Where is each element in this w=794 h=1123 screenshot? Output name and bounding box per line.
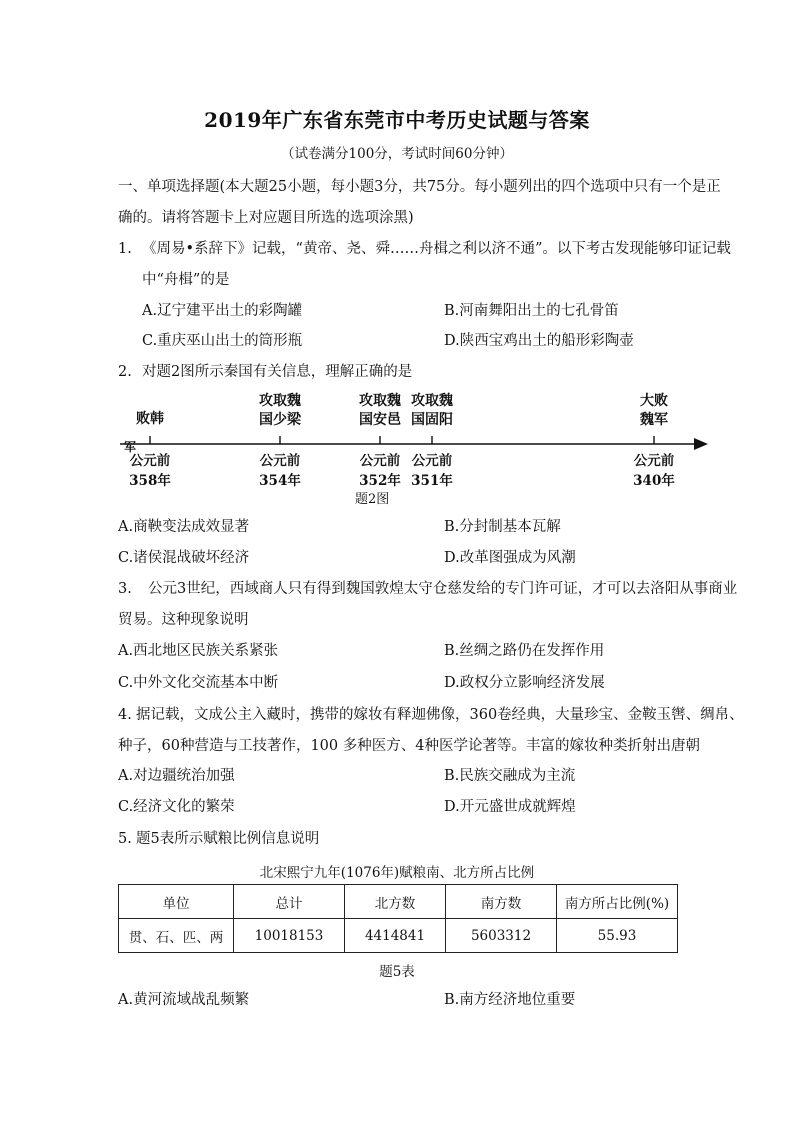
section-heading-line2: 确的。请将答题卡上对应题目所选的选项涂黑) bbox=[118, 210, 414, 226]
timeline-event-label: 国固阳 bbox=[411, 412, 453, 428]
table-header-cell: 北方数 bbox=[345, 885, 446, 919]
q5-number: 5. bbox=[118, 831, 132, 847]
timeline-event-label: 攻取魏 bbox=[359, 393, 401, 409]
q4-number: 4. bbox=[118, 707, 132, 723]
timeline-date-label: 公元前 bbox=[411, 453, 453, 469]
table-header-cell: 南方所占比例(%) bbox=[557, 885, 678, 919]
q3-option-a: A.西北地区民族关系紧张 bbox=[118, 643, 279, 659]
q1-option-b: B.河南舞阳出土的七孔骨笛 bbox=[444, 303, 619, 319]
q3-option-d: D.政权分立影响经济发展 bbox=[444, 675, 605, 691]
q4-option-c: C.经济文化的繁荣 bbox=[118, 799, 235, 815]
q5-table-title: 北宋熙宁九年(1076年)赋粮南、北方所占比例 bbox=[259, 865, 535, 881]
timeline-event-label: 大败 bbox=[640, 393, 668, 409]
q4-option-a: A.对边疆统治加强 bbox=[118, 768, 235, 784]
q4-stem-line1: 据记载，文成公主入藏时，携带的嫁妆有释迦佛像，360卷经典，大量珍宝、金鞍玉辔、绸帛、 bbox=[136, 707, 744, 723]
timeline-date-label: 公元前 bbox=[359, 453, 401, 469]
table-cell: 55.93 bbox=[557, 919, 678, 953]
q3-stem-line1: 公元3世纪，西域商人只有得到魏国敦煌太守仓慈发给的专门许可证，才可以去洛阳从事商业 bbox=[148, 581, 738, 597]
q3-stem-line2: 贸易。这种现象说明 bbox=[118, 612, 249, 628]
q1-stem-line1: 《周易•系辞下》记载，“黄帝、尧、舜……舟楫之利以济不通”。以下考古发现能够印证记载 bbox=[142, 241, 731, 257]
page-title: 2019年广东省东莞市中考历史试题与答案 bbox=[204, 108, 590, 132]
q2-option-b: B.分封制基本瓦解 bbox=[444, 519, 561, 535]
q3-option-b: B.丝绸之路仍在发挥作用 bbox=[444, 643, 605, 659]
timeline-event-label: 攻取魏 bbox=[259, 393, 301, 409]
q1-stem-line2: 中“舟楫”的是 bbox=[142, 272, 230, 288]
table-cell: 10018153 bbox=[234, 919, 345, 953]
q3-number: 3. bbox=[118, 581, 132, 597]
q2-option-d: D.改革图强成为风潮 bbox=[444, 550, 576, 566]
table-row bbox=[119, 919, 678, 953]
timeline-arrow-icon bbox=[694, 438, 708, 450]
table-header-cell: 总计 bbox=[234, 885, 345, 919]
timeline-event-label: 国安邑 bbox=[359, 412, 401, 428]
table-cell: 5603312 bbox=[446, 919, 557, 953]
timeline-event-label-extra: 军 bbox=[124, 440, 137, 454]
q1-number: 1. bbox=[118, 241, 132, 257]
timeline-date-year: 340年 bbox=[633, 473, 675, 489]
q1-option-c: C.重庆巫山出土的筒形瓶 bbox=[142, 333, 303, 349]
q2-figure-caption: 题2图 bbox=[355, 492, 390, 507]
timeline-event-label: 魏军 bbox=[640, 412, 668, 428]
timeline-date-year: 358年 bbox=[129, 473, 171, 489]
q5-data-table bbox=[118, 884, 678, 953]
q5-stem: 题5表所示赋粮比例信息说明 bbox=[136, 831, 320, 847]
timeline-event-label: 国少梁 bbox=[259, 412, 301, 428]
timeline-date-label: 公元前 bbox=[129, 453, 171, 469]
page-subtitle: （试卷满分100分，考试时间60分钟） bbox=[281, 146, 513, 162]
q4-stem-line2: 种子，60种营造与工技著作，100 多种医方、4种医学论著等。丰富的嫁妆种类折射出唐朝 bbox=[118, 738, 700, 754]
timeline-date-year: 352年 bbox=[359, 473, 401, 489]
table-cell: 4414841 bbox=[345, 919, 446, 953]
q2-stem: 对题2图所示秦国有关信息，理解正确的是 bbox=[142, 364, 413, 380]
table-cell: 贯、石、匹、两 bbox=[119, 919, 234, 953]
q5-option-b: B.南方经济地位重要 bbox=[444, 992, 576, 1008]
q1-option-a: A.辽宁建平出土的彩陶罐 bbox=[142, 303, 303, 319]
q5-table-caption: 题5表 bbox=[379, 964, 415, 980]
timeline-event-label: 败韩 bbox=[136, 411, 164, 427]
q5-option-a: A.黄河流域战乱频繁 bbox=[118, 992, 250, 1008]
q3-option-c: C.中外文化交流基本中断 bbox=[118, 675, 279, 691]
table-header-row bbox=[119, 885, 678, 919]
table-header-cell: 南方数 bbox=[446, 885, 557, 919]
timeline-event-label: 攻取魏 bbox=[411, 393, 453, 409]
q4-option-b: B.民族交融成为主流 bbox=[444, 768, 576, 784]
timeline-date-label: 公元前 bbox=[259, 453, 301, 469]
q2-number: 2. bbox=[118, 364, 132, 380]
q2-option-a: A.商鞅变法成效显著 bbox=[118, 519, 250, 535]
table-header-cell: 单位 bbox=[119, 885, 234, 919]
section-heading-line1: 一、单项选择题(本大题25小题，每小题3分，共75分。每小题列出的四个选项中只有一个是正 bbox=[118, 179, 721, 195]
timeline-date-label: 公元前 bbox=[633, 453, 675, 469]
q1-option-d: D.陕西宝鸡出土的船形彩陶壶 bbox=[444, 333, 634, 349]
q4-option-d: D.开元盛世成就辉煌 bbox=[444, 799, 576, 815]
timeline-date-year: 351年 bbox=[411, 473, 453, 489]
timeline-date-year: 354年 bbox=[259, 473, 301, 489]
q2-option-c: C.诸侯混战破坏经济 bbox=[118, 550, 250, 566]
